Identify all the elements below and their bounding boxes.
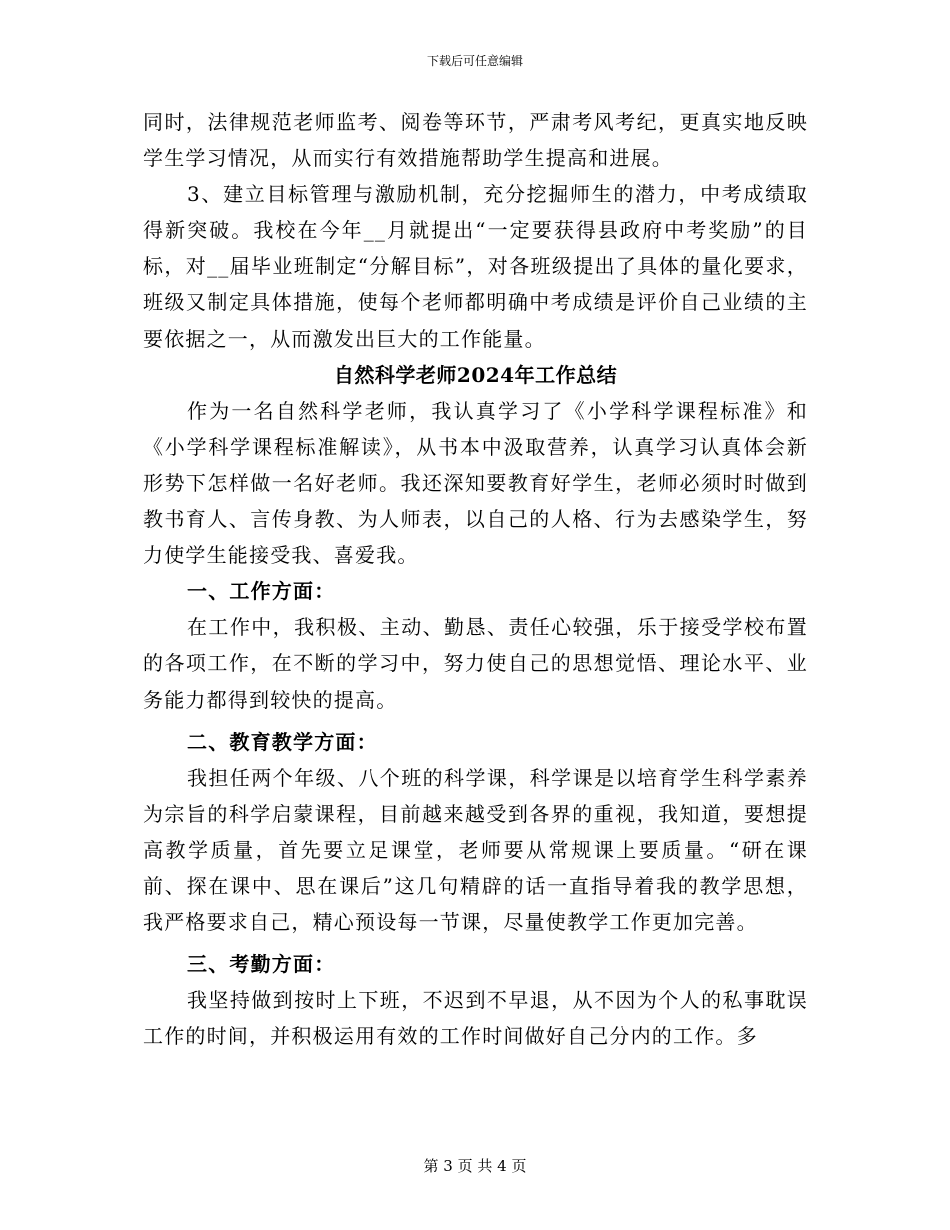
heading-teaching: 二、教育教学方面： [187,729,378,754]
paragraph-intro: 作为一名自然科学老师，我认真学习了《小学科学课程标准》和《小学科学课程标准解读》，从书本中汲取营养，认真学习认真体会新形势下怎样做一名好老师。我还深知要教育好学生，老师必须时时做到教书育人、言传身教、为人师表，以自己的人格、行为去感染学生，努力使学生能接受我、喜爱我。 [143,398,808,568]
page-header: 下载后可任意编辑 [426,54,523,68]
heading-work: 一、工作方面： [187,579,336,604]
paragraph-continuation: 同时，法律规范老师监考、阅卷等环节，严肃考风考纪，更真实地反映学生学习情况，从而实行有效措施帮助学生提高和进展。 [143,110,808,171]
page-number: 第 3 页 共 4 页 [423,1157,527,1175]
paragraph-attendance: 我坚持做到按时上下班，不迟到不早退，从不因为个人的私事耽误工作的时间，并积极运用有效的工作时间做好自己分内的工作。多 [143,988,808,1049]
document-title: 自然科学老师2024年工作总结 [333,362,618,387]
paragraph-target-management: 3、建立目标管理与激励机制，充分挖掘师生的潜力，中考成绩取得新突破。我校在今年__月就提出“一定要获得县政府中考奖励”的目标，对__届毕业班制定“分解目标”，对各班级提出了具体的量化要求，班级又制定具体措施，使每个老师都明确中考成绩是评价自己业绩的主要依据之一，从而激发出巨大的工作能量。 [143,182,808,351]
paragraph-work: 在工作中，我积极、主动、勤恳、责任心较强，乐于接受学校布置的各项工作，在不断的学习中，努力使自己的思想觉悟、理论水平、业务能力都得到较快的提高。 [143,615,808,712]
document-body [143,104,808,1054]
heading-attendance: 三、考勤方面： [187,952,336,977]
paragraph-teaching: 我担任两个年级、八个班的科学课，科学课是以培育学生科学素养为宗旨的科学启蒙课程，目前越来越受到各界的重视，我知道，要想提高教学质量，首先要立足课堂，老师要从常规课上要质量。“研在课前、探在课中、思在课后”这几句精辟的话一直指导着我的教学思想，我严格要求自己，精心预设每一节课，尽量使教学工作更加完善。 [143,765,808,935]
